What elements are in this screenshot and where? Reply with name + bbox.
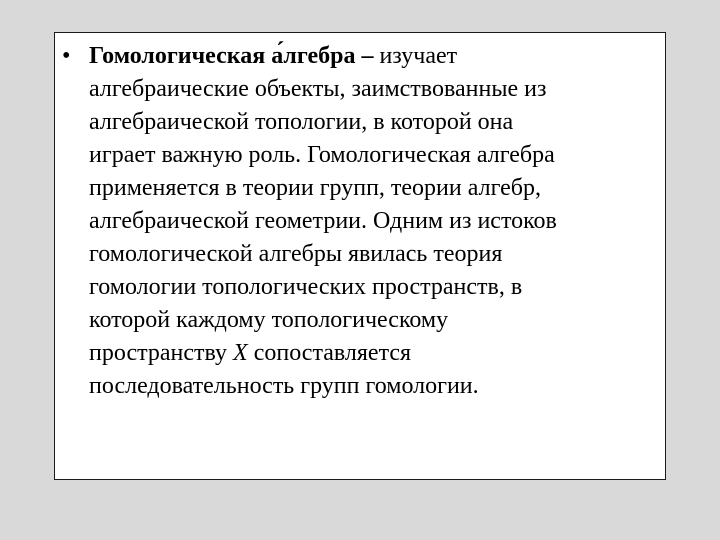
text-line-11: последовательность групп гомологии. — [89, 373, 479, 399]
slide-frame — [54, 32, 666, 480]
text-line-10 — [89, 337, 661, 370]
text-line-2: алгебраические объекты, заимствованные из — [89, 76, 547, 102]
text-line-3: алгебраической топологии, в которой она — [89, 109, 514, 135]
text-line-9: которой каждому топологическому — [89, 307, 449, 333]
bullet-paragraph — [89, 40, 661, 403]
text-line-10-start: пространству — [89, 340, 234, 366]
text-line-10-end: сопоставляется — [247, 340, 412, 366]
defined-term: Гомологическая а́лгебра — [89, 43, 356, 69]
text-line-8: гомологии топологических пространств, в — [89, 274, 523, 300]
text-line-7: гомологической алгебры явилась теория — [89, 241, 503, 267]
text-line-1-rest: изучает — [379, 43, 458, 69]
text-line-6: алгебраической геометрии. Одним из истоков — [89, 208, 557, 234]
text-line-5: применяется в теории групп, теории алгебр, — [89, 175, 541, 201]
term-dash: – — [355, 43, 380, 69]
bullet-marker: • — [62, 43, 71, 69]
text-line-4: играет важную роль. Гомологическая алгебра — [89, 142, 555, 168]
text-line-1 — [89, 40, 661, 73]
variable-x: X — [233, 340, 248, 366]
